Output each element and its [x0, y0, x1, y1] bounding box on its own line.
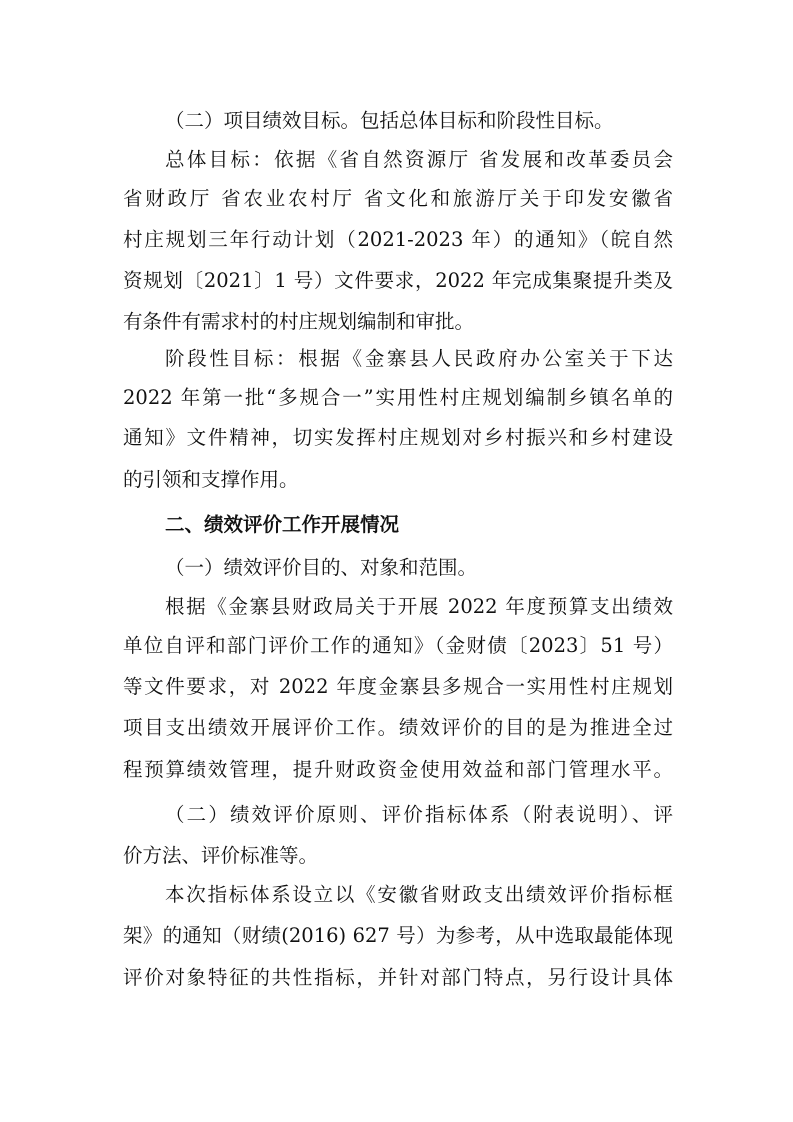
subheading-evaluation-purpose: （一）绩效评价目的、对象和范围。 [165, 556, 478, 579]
paragraph-line: 省财政厅 省农业农村厅 省文化和旅游厅关于印发安徽省 [123, 187, 673, 210]
paragraph-line: 资规划〔2021〕1 号）文件要求，2022 年完成集聚提升类及 [123, 269, 673, 292]
paragraph-line: 项目支出绩效开展评价工作。绩效评价的目的是为推进全过 [123, 716, 673, 739]
paragraph-line: 等文件要求，对 2022 年度金寨县多规合一实用性村庄规划 [123, 675, 673, 698]
subheading-evaluation-principles: （二）绩效评价原则、评价指标体系（附表说明）、评 [165, 803, 673, 826]
paragraph-line: 的引领和支撑作用。 [123, 468, 299, 491]
paragraph-line: 有条件有需求村的村庄规划编制和审批。 [123, 310, 475, 333]
paragraph-line: 通知》文件精神，切实发挥村庄规划对乡村振兴和乡村建设 [123, 426, 673, 449]
paragraph-line: 价方法、评价标准等。 [123, 844, 319, 867]
paragraph-stage-goal: 阶段性目标：根据《金寨县人民政府办公室关于下达 [165, 347, 673, 370]
section-heading-evaluation: 二、绩效评价工作开展情况 [165, 513, 400, 536]
paragraph-line: 2022 年第一批“多规合一”实用性村庄规划编制乡镇名单的 [123, 386, 673, 409]
paragraph-indicator-system: 本次指标体系设立以《安徽省财政支出绩效评价指标框 [165, 883, 673, 906]
paragraph-line: 架》的通知（财绩(2016) 627 号）为参考，从中选取最能体现 [123, 924, 673, 947]
paragraph-line: 评价对象特征的共性指标，并针对部门特点，另行设计具体 [123, 966, 673, 989]
paragraph-overall-goal: 总体目标：依据《省自然资源厅 省发展和改革委员会 [165, 148, 673, 171]
paragraph-line: 单位自评和部门评价工作的通知》（金财债〔2023〕51 号） [123, 634, 673, 657]
paragraph-line: 村庄规划三年行动计划（2021-2023 年）的通知》（皖自然 [123, 228, 673, 251]
paragraph-evaluation-basis: 根据《金寨县财政局关于开展 2022 年度预算支出绩效 [165, 595, 673, 618]
paragraph-line: 程预算绩效管理，提升财政资金使用效益和部门管理水平。 [123, 758, 673, 781]
subheading-performance-goals: （二）项目绩效目标。包括总体目标和阶段性目标。 [165, 109, 614, 132]
